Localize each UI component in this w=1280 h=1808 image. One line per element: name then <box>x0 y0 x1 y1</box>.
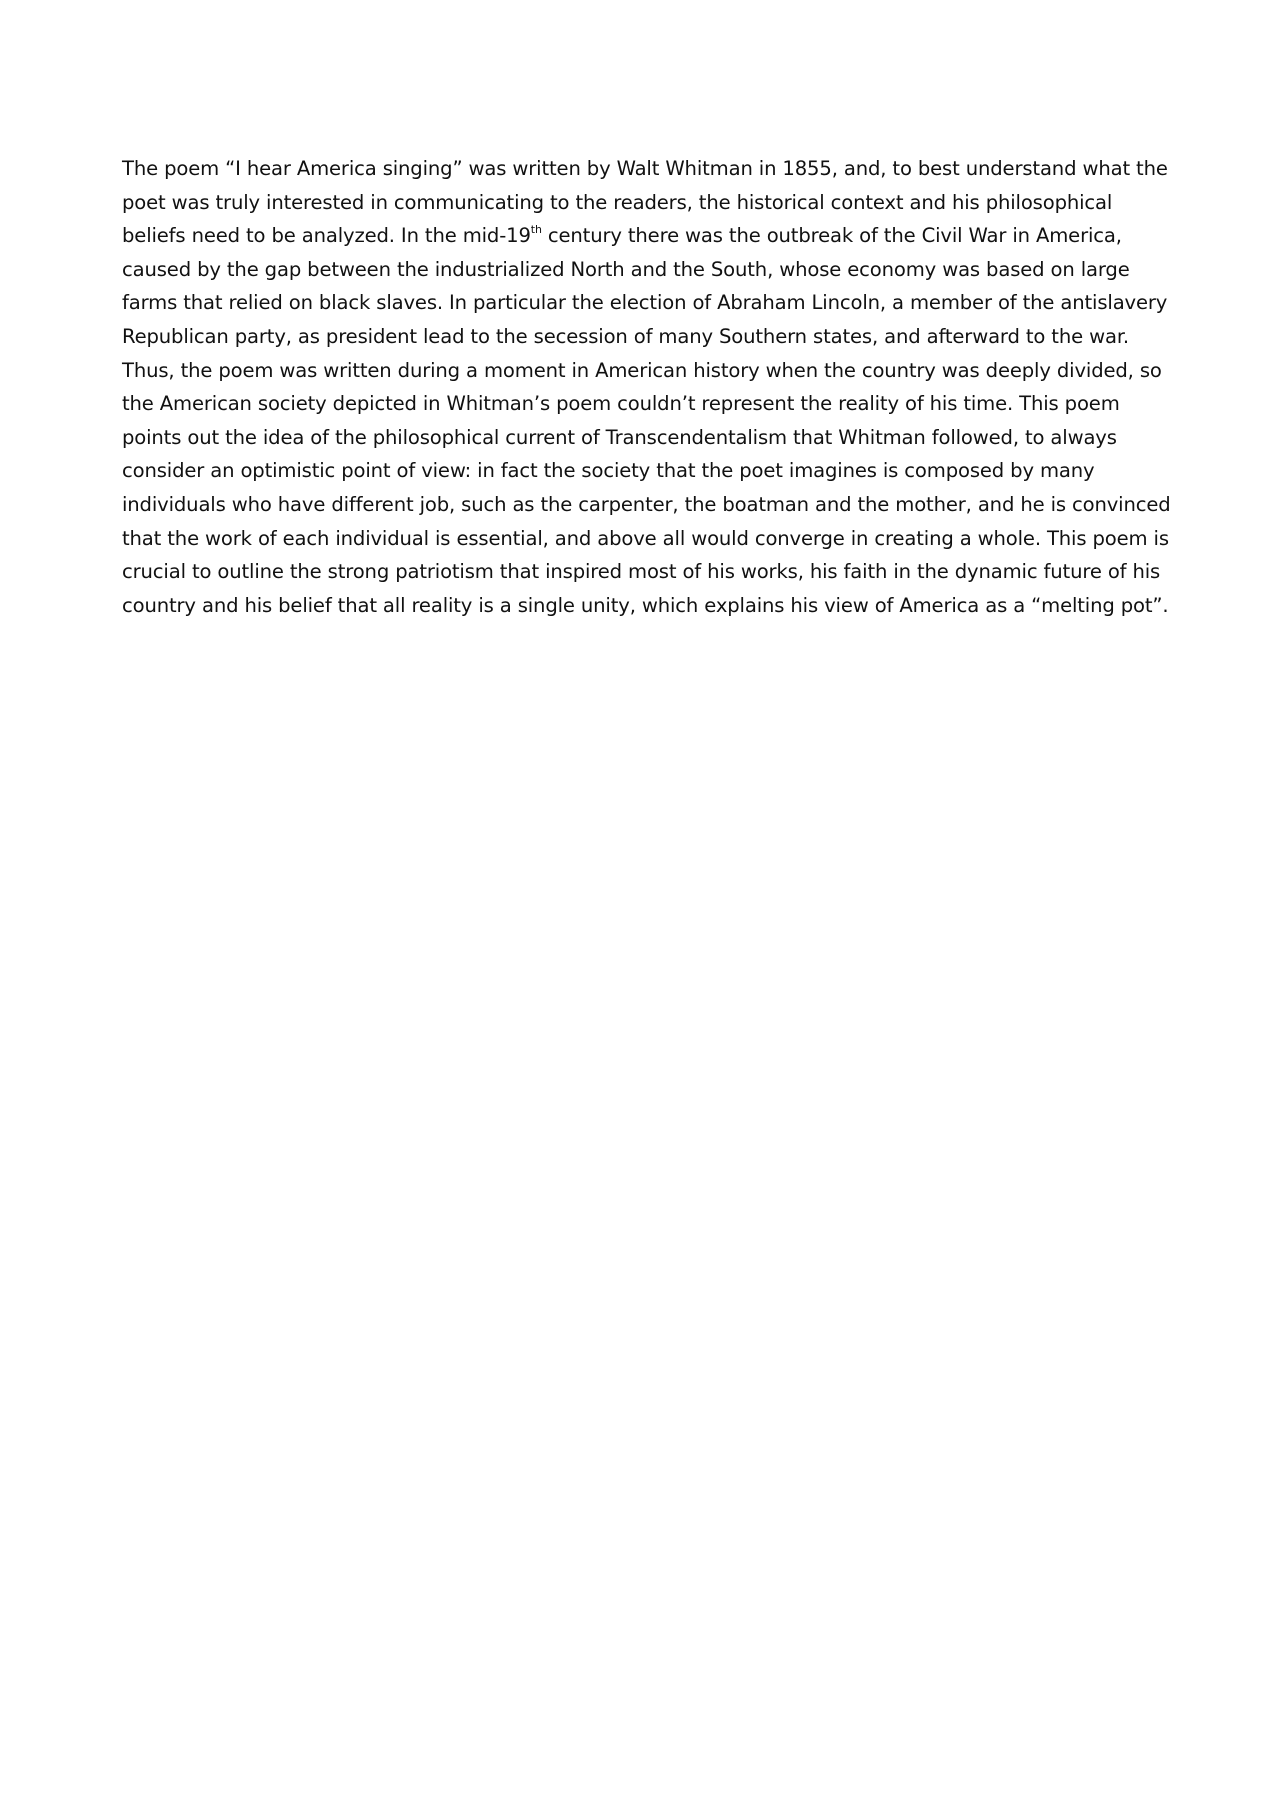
paragraph-line-12: that the work of each individual is essential, and above all would converge in creating a whole. This poem is <box>122 526 1169 550</box>
paragraph-line-3-end: century there was the outbreak of the Civil War in America, <box>541 224 1122 248</box>
paragraph-line-13: crucial to outline the strong patriotism that inspired most of his works, his faith in the dynamic future of his <box>122 560 1161 584</box>
paragraph-line-9: points out the idea of the philosophical current of Transcendentalism that Whitman followed, to always <box>122 425 1117 449</box>
paragraph-line-8: the American society depicted in Whitman’s poem couldn’t represent the reality of his time. This poem <box>122 392 1120 416</box>
paragraph-line-3-start: beliefs need to be analyzed. In the mid-19 <box>122 224 531 248</box>
paragraph-line-1: The poem “I hear America singing” was written by Walt Whitman in 1855, and, to best understand what the <box>122 157 1168 180</box>
paragraph-line-6: Republican party, as president lead to the secession of many Southern states, and afterward to the war. <box>122 324 1130 348</box>
paragraph-line-10: consider an optimistic point of view: in fact the society that the poet imagines is composed by many <box>122 459 1095 483</box>
ordinal-superscript: th <box>530 223 542 237</box>
paragraph-line-2: poet was truly interested in communicating to the readers, the historical context and his philosophical <box>122 190 1113 214</box>
paragraph-line-11: individuals who have different job, such as the carpenter, the boatman and the mother, and he is convinced <box>122 492 1171 516</box>
paragraph-line-14: country and his belief that all reality is a single unity, which explains his view of America as a “melting pot”. <box>122 593 1169 617</box>
paragraph-line-4: caused by the gap between the industrialized North and the South, whose economy was based on large <box>122 257 1130 281</box>
paragraph-line-5: farms that relied on black slaves. In particular the election of Abraham Lincoln, a member of the antislavery <box>122 291 1168 315</box>
paragraph-line-7: Thus, the poem was written during a moment in American history when the country was deeply divided, so <box>122 358 1162 382</box>
body-paragraph <box>122 152 1182 622</box>
paragraph-line-3 <box>122 219 1182 253</box>
